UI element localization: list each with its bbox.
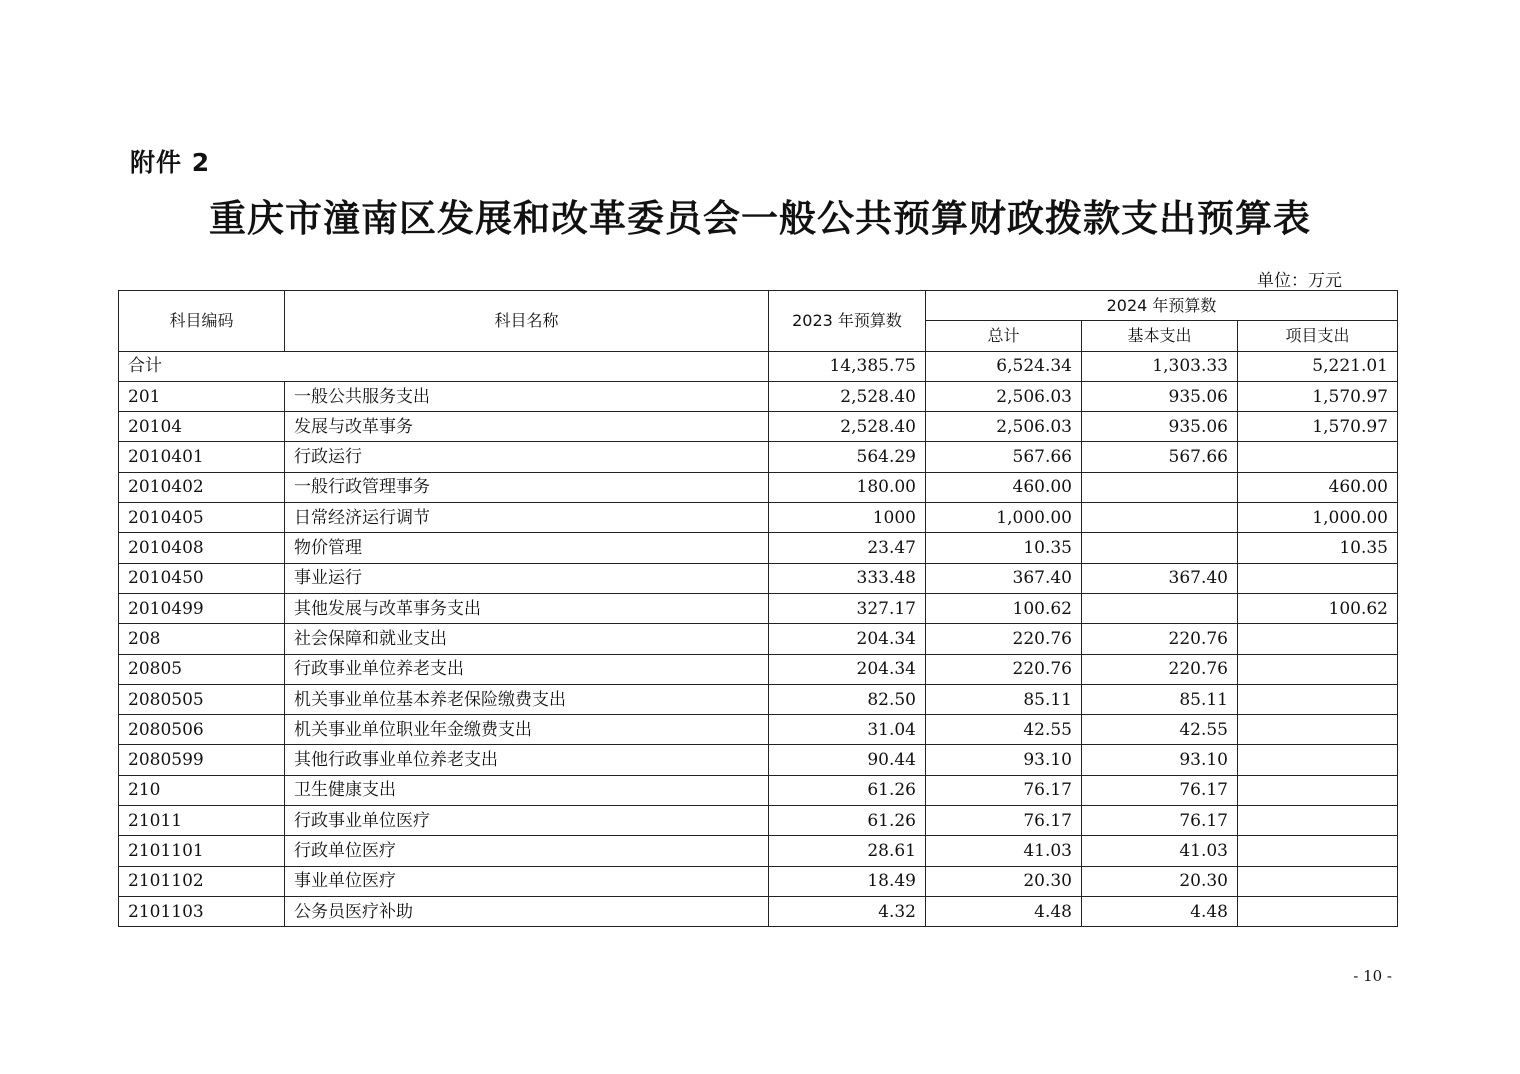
name-cell: 机关事业单位职业年金缴费支出 (285, 715, 769, 745)
name-cell: 社会保障和就业支出 (285, 624, 769, 654)
total-cell: 93.10 (926, 745, 1082, 775)
name-cell: 事业运行 (285, 563, 769, 593)
budget-2023-cell: 564.29 (769, 442, 926, 472)
name-cell: 物价管理 (285, 533, 769, 563)
col-header-2023: 2023 年预算数 (769, 291, 926, 352)
total-cell: 76.17 (926, 806, 1082, 836)
budget-2023-cell: 204.34 (769, 624, 926, 654)
code-cell: 2080506 (119, 715, 285, 745)
basic-cell: 76.17 (1082, 806, 1238, 836)
project-cell (1238, 654, 1398, 684)
budget-2023-cell: 61.26 (769, 806, 926, 836)
basic-cell: 935.06 (1082, 381, 1238, 411)
total-cell: 76.17 (926, 775, 1082, 805)
project-cell: 1,570.97 (1238, 381, 1398, 411)
name-cell: 发展与改革事务 (285, 412, 769, 442)
basic-cell (1082, 593, 1238, 623)
project-cell (1238, 684, 1398, 714)
attachment-label: 附件 2 (130, 148, 211, 177)
project-cell (1238, 836, 1398, 866)
code-cell: 2010450 (119, 563, 285, 593)
total-cell: 10.35 (926, 533, 1082, 563)
total-cell: 20.30 (926, 866, 1082, 896)
budget-2023-cell: 327.17 (769, 593, 926, 623)
code-cell: 201 (119, 381, 285, 411)
total-cell: 567.66 (926, 442, 1082, 472)
budget-2023-cell: 90.44 (769, 745, 926, 775)
basic-cell: 85.11 (1082, 684, 1238, 714)
table-row (119, 654, 1398, 684)
code-cell: 2101102 (119, 866, 285, 896)
col-header-total: 总计 (926, 321, 1082, 351)
code-cell: 21011 (119, 806, 285, 836)
name-cell: 行政单位医疗 (285, 836, 769, 866)
code-cell: 2010402 (119, 472, 285, 502)
total-cell: 2,506.03 (926, 381, 1082, 411)
table-row (119, 503, 1398, 533)
basic-cell: 76.17 (1082, 775, 1238, 805)
basic-cell: 93.10 (1082, 745, 1238, 775)
total-cell: 367.40 (926, 563, 1082, 593)
name-cell: 一般公共服务支出 (285, 381, 769, 411)
col-header-code: 科目编码 (119, 291, 285, 352)
table-row (119, 563, 1398, 593)
basic-cell: 42.55 (1082, 715, 1238, 745)
table-row (119, 896, 1398, 926)
total-cell: 42.55 (926, 715, 1082, 745)
col-header-project: 项目支出 (1238, 321, 1398, 351)
budget-2023-cell: 61.26 (769, 775, 926, 805)
code-cell: 20805 (119, 654, 285, 684)
basic-cell: 567.66 (1082, 442, 1238, 472)
basic-cell: 935.06 (1082, 412, 1238, 442)
name-cell: 卫生健康支出 (285, 775, 769, 805)
name-cell: 行政运行 (285, 442, 769, 472)
code-cell: 2010408 (119, 533, 285, 563)
total-2024-basic: 1,303.33 (1082, 351, 1238, 381)
code-cell: 2010405 (119, 503, 285, 533)
project-cell (1238, 866, 1398, 896)
budget-2023-cell: 28.61 (769, 836, 926, 866)
budget-2023-cell: 82.50 (769, 684, 926, 714)
code-cell: 2080599 (119, 745, 285, 775)
basic-cell (1082, 503, 1238, 533)
total-cell: 4.48 (926, 896, 1082, 926)
project-cell: 1,000.00 (1238, 503, 1398, 533)
code-cell: 20104 (119, 412, 285, 442)
table-row (119, 593, 1398, 623)
total-2024-total: 6,524.34 (926, 351, 1082, 381)
total-cell: 1,000.00 (926, 503, 1082, 533)
project-cell: 100.62 (1238, 593, 1398, 623)
project-cell (1238, 806, 1398, 836)
total-cell: 220.76 (926, 654, 1082, 684)
budget-2023-cell: 180.00 (769, 472, 926, 502)
basic-cell (1082, 533, 1238, 563)
table-row (119, 715, 1398, 745)
total-2023: 14,385.75 (769, 351, 926, 381)
project-cell (1238, 624, 1398, 654)
table-row (119, 866, 1398, 896)
total-2024-project: 5,221.01 (1238, 351, 1398, 381)
table-body (119, 351, 1398, 927)
basic-cell: 4.48 (1082, 896, 1238, 926)
project-cell (1238, 715, 1398, 745)
budget-2023-cell: 23.47 (769, 533, 926, 563)
budget-2023-cell: 4.32 (769, 896, 926, 926)
table-row (119, 684, 1398, 714)
name-cell: 机关事业单位基本养老保险缴费支出 (285, 684, 769, 714)
page-title: 重庆市潼南区发展和改革委员会一般公共预算财政拨款支出预算表 (209, 196, 1311, 240)
code-cell: 210 (119, 775, 285, 805)
basic-cell (1082, 472, 1238, 502)
table-row (119, 412, 1398, 442)
budget-2023-cell: 18.49 (769, 866, 926, 896)
name-cell: 一般行政管理事务 (285, 472, 769, 502)
total-row (119, 351, 1398, 381)
budget-table (118, 290, 1398, 927)
name-cell: 公务员医疗补助 (285, 896, 769, 926)
code-cell: 2080505 (119, 684, 285, 714)
project-cell (1238, 896, 1398, 926)
budget-2023-cell: 2,528.40 (769, 412, 926, 442)
total-cell: 2,506.03 (926, 412, 1082, 442)
budget-2023-cell: 204.34 (769, 654, 926, 684)
total-label: 合计 (119, 351, 769, 381)
col-header-basic: 基本支出 (1082, 321, 1238, 351)
project-cell: 1,570.97 (1238, 412, 1398, 442)
unit-label: 单位：万元 (1257, 271, 1342, 291)
name-cell: 其他发展与改革事务支出 (285, 593, 769, 623)
budget-2023-cell: 2,528.40 (769, 381, 926, 411)
col-header-name: 科目名称 (285, 291, 769, 352)
table-row (119, 472, 1398, 502)
name-cell: 行政事业单位医疗 (285, 806, 769, 836)
total-cell: 220.76 (926, 624, 1082, 654)
budget-2023-cell: 333.48 (769, 563, 926, 593)
project-cell (1238, 775, 1398, 805)
basic-cell: 367.40 (1082, 563, 1238, 593)
table-row (119, 806, 1398, 836)
basic-cell: 20.30 (1082, 866, 1238, 896)
basic-cell: 41.03 (1082, 836, 1238, 866)
code-cell: 208 (119, 624, 285, 654)
col-header-2024: 2024 年预算数 (926, 291, 1398, 321)
project-cell: 460.00 (1238, 472, 1398, 502)
table-header-row (119, 291, 1398, 321)
basic-cell: 220.76 (1082, 624, 1238, 654)
table-row (119, 381, 1398, 411)
total-cell: 85.11 (926, 684, 1082, 714)
project-cell: 10.35 (1238, 533, 1398, 563)
table-row (119, 775, 1398, 805)
page-number: - 10 - (1353, 967, 1392, 985)
name-cell: 行政事业单位养老支出 (285, 654, 769, 684)
total-cell: 460.00 (926, 472, 1082, 502)
project-cell (1238, 442, 1398, 472)
basic-cell: 220.76 (1082, 654, 1238, 684)
table-row (119, 745, 1398, 775)
budget-2023-cell: 1000 (769, 503, 926, 533)
total-cell: 41.03 (926, 836, 1082, 866)
budget-2023-cell: 31.04 (769, 715, 926, 745)
project-cell (1238, 745, 1398, 775)
name-cell: 日常经济运行调节 (285, 503, 769, 533)
name-cell: 事业单位医疗 (285, 866, 769, 896)
table-row (119, 836, 1398, 866)
code-cell: 2010401 (119, 442, 285, 472)
name-cell: 其他行政事业单位养老支出 (285, 745, 769, 775)
table-row (119, 442, 1398, 472)
project-cell (1238, 563, 1398, 593)
code-cell: 2101101 (119, 836, 285, 866)
total-cell: 100.62 (926, 593, 1082, 623)
table-row (119, 624, 1398, 654)
table-row (119, 533, 1398, 563)
code-cell: 2101103 (119, 896, 285, 926)
code-cell: 2010499 (119, 593, 285, 623)
